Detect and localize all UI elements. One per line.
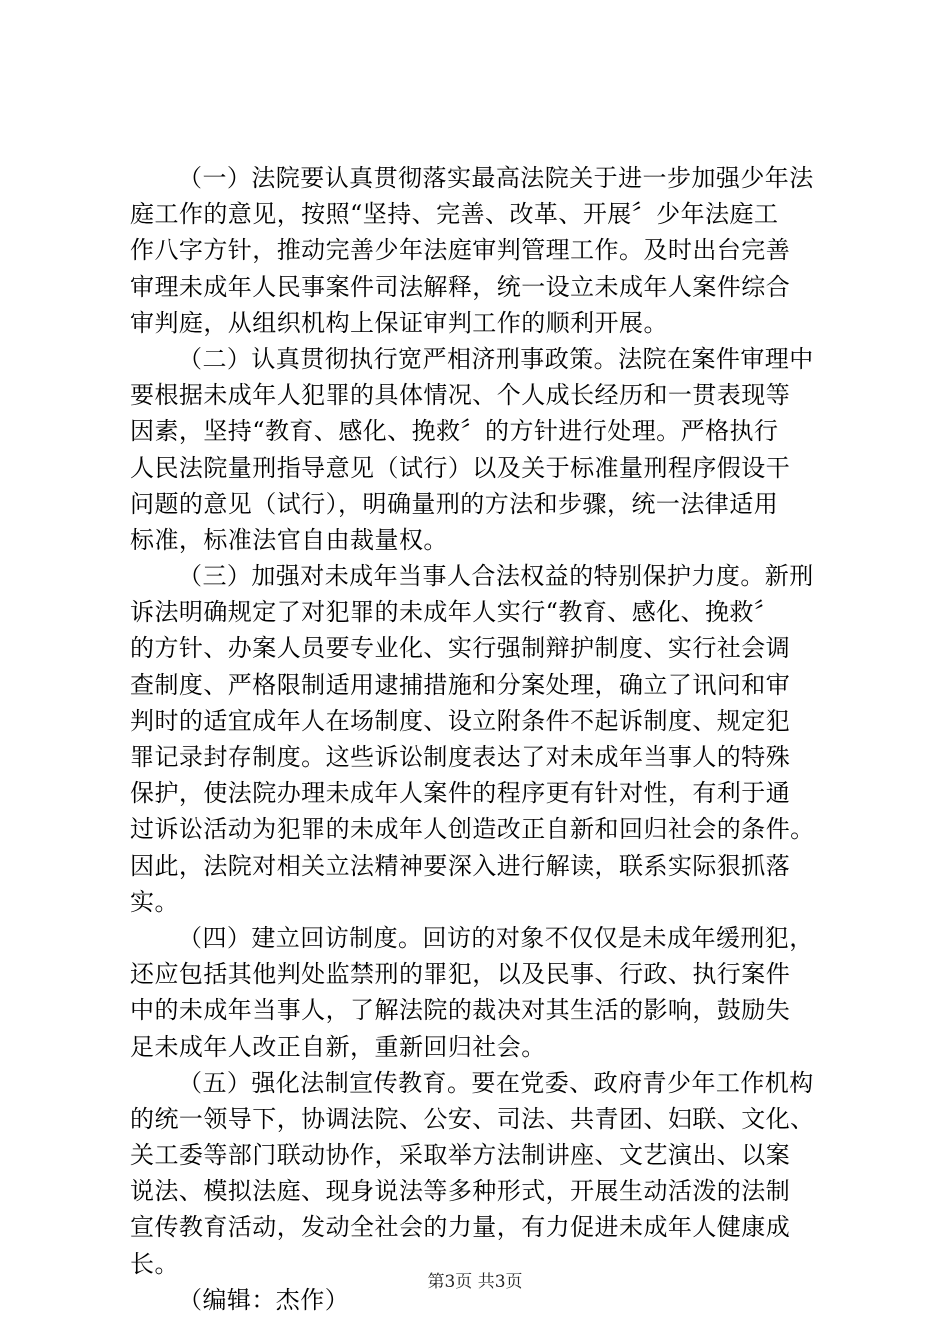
- text-line: 因此，法院对相关立法精神要深入进行解读，联系实际狠抓落: [130, 851, 791, 880]
- text-line: 宣传教育活动，发动全社会的力量，有力促进未成年人健康成: [130, 1213, 791, 1242]
- text-line: 罪记录封存制度。这些诉讼制度表达了对未成年当事人的特殊: [130, 743, 791, 771]
- text-line: 还应包括其他判处监禁刑的罪犯，以及民事、行政、执行案件: [130, 960, 791, 989]
- text-line: 实。: [130, 887, 179, 916]
- text-line: 中的未成年当事人，了解法院的裁决对其生活的影响，鼓励失: [130, 996, 791, 1025]
- text-line: （编辑：杰作）: [178, 1285, 350, 1314]
- text-line: 的统一领导下，协调法院、公安、司法、共青团、妇联、文化、: [130, 1104, 815, 1133]
- text-line: 因素，坚持“教育、感化、挽救〞的方针进行处理。严格执行: [130, 417, 779, 446]
- text-line: 保护，使法院办理未成年人案件的程序更有针对性，有利于通: [130, 779, 791, 808]
- text-line: 判时的适宜成年人在场制度、设立附条件不起诉制度、规定犯: [130, 706, 791, 735]
- text-line: 长。: [130, 1249, 179, 1278]
- text-line: 关工委等部门联动协作，采取举方法制讲座、文艺演出、以案: [130, 1141, 791, 1170]
- text-line: 庭工作的意见，按照“坚持、完善、改革、开展〞少年法庭工: [130, 200, 779, 229]
- text-line: 的方针、办案人员要专业化、实行强制辩护制度、实行社会调: [130, 634, 791, 663]
- text-line: 要根据未成年人犯罪的具体情况、个人成长经历和一贯表现等: [130, 381, 791, 410]
- text-line: 查制度、严格限制适用逮捕措施和分案处理，确立了讯问和审: [130, 670, 791, 699]
- text-line: （三）加强对未成年当事人合法权益的特别保护力度。新刑: [178, 562, 814, 591]
- text-line: 人民法院量刑指导意见（试行）以及关于标准量刑程序假设干: [130, 453, 791, 482]
- text-line: （一）法院要认真贯彻落实最高法院关于进一步加强少年法: [178, 164, 814, 192]
- text-line: 标准，标准法官自由裁量权。: [130, 525, 448, 554]
- text-line: （四）建立回访制度。回访的对象不仅仅是未成年缓刑犯，: [178, 923, 814, 952]
- page-footer: 第3页 共3页: [427, 1272, 523, 1292]
- text-line: （二）认真贯彻执行宽严相济刑事政策。法院在案件审理中: [178, 344, 814, 373]
- text-line: （五）强化法制宣传教育。要在党委、政府青少年工作机构: [178, 1068, 814, 1097]
- text-line: 说法、模拟法庭、现身说法等多种形式，开展生动活泼的法制: [130, 1177, 791, 1206]
- text-line: 诉法明确规定了对犯罪的未成年人实行“教育、感化、挽救〞: [130, 598, 779, 627]
- document-body: [130, 160, 838, 1318]
- text-line: 过诉讼活动为犯罪的未成年人创造改正自新和回归社会的条件。: [130, 815, 815, 844]
- text-line: 足未成年人改正自新，重新回归社会。: [130, 1032, 546, 1061]
- text-line: 审判庭，从组织机构上保证审判工作的顺利开展。: [130, 308, 668, 337]
- text-line: 作八字方针，推动完善少年法庭审判管理工作。及时出台完善: [130, 236, 791, 265]
- text-line: 审理未成年人民事案件司法解释，统一设立未成年人案件综合: [130, 272, 791, 301]
- text-line: 问题的意见（试行），明确量刑的方法和步骤，统一法律适用: [130, 489, 779, 518]
